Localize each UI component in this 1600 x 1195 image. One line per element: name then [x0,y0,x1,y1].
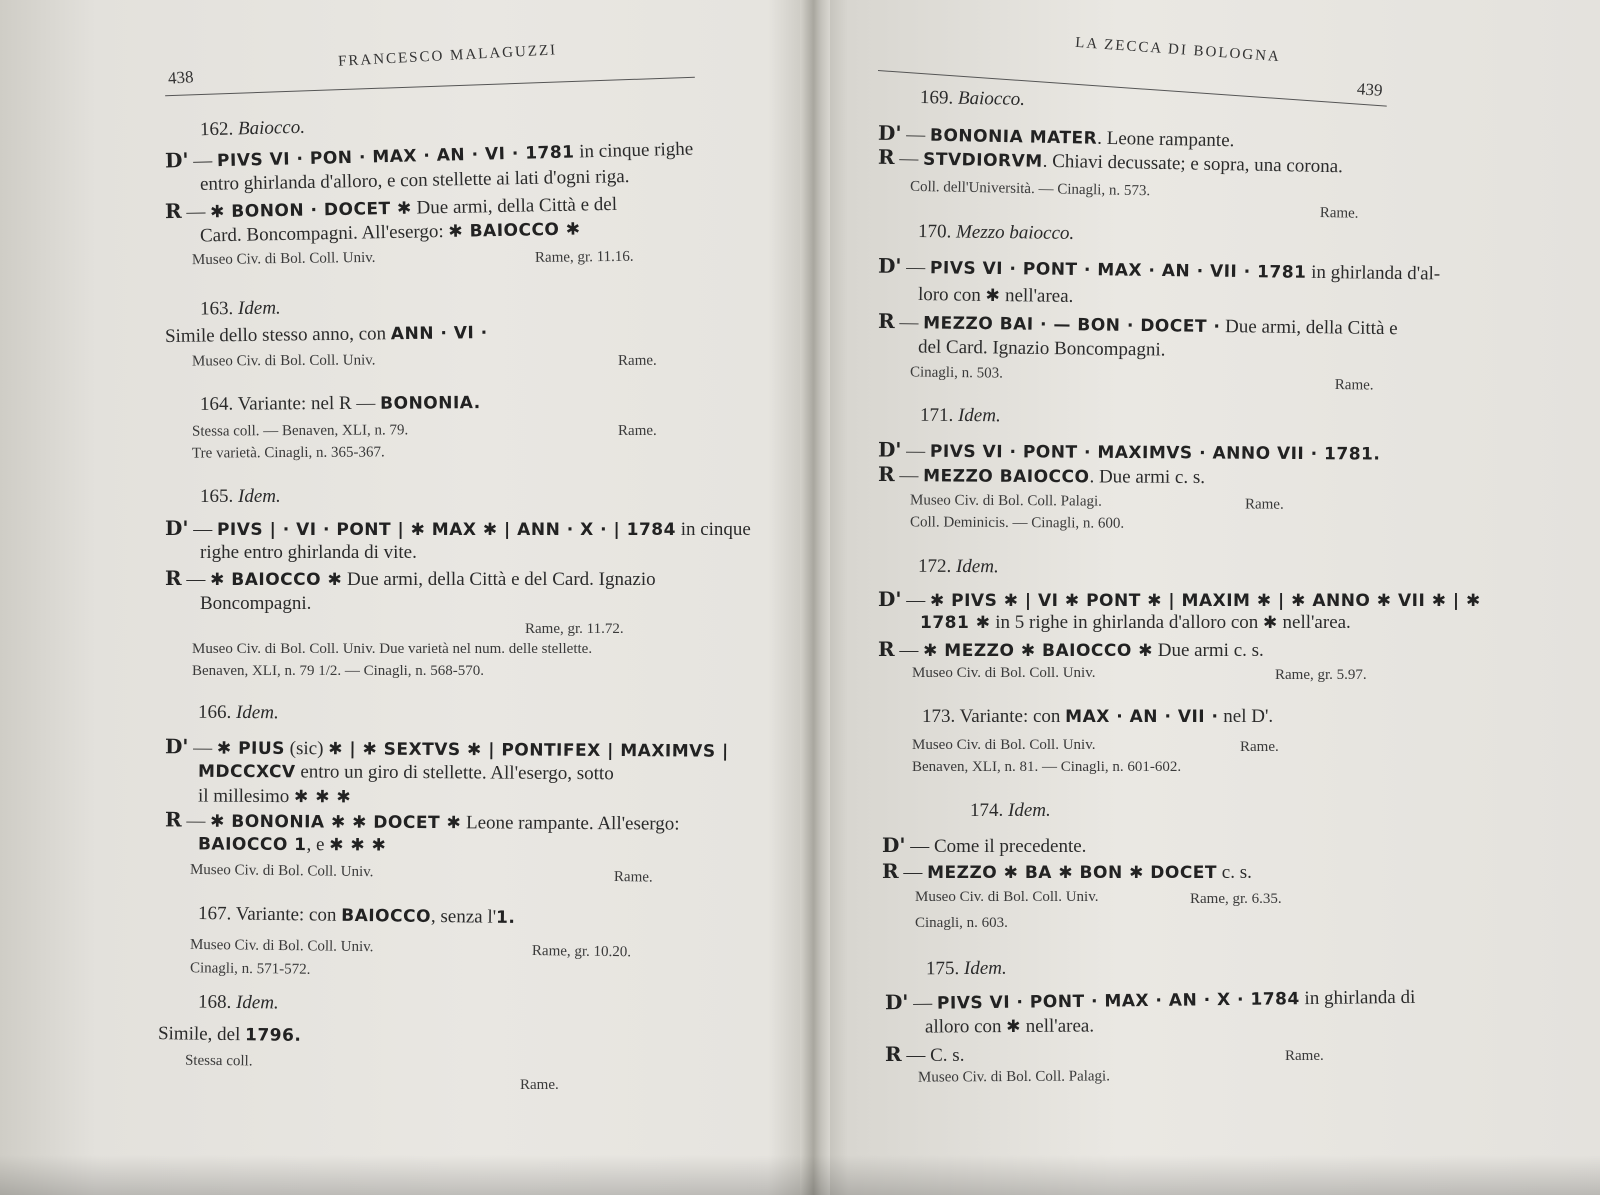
text-line [191,419,657,442]
text-line [878,255,1440,286]
line-text: 166. [197,701,237,723]
text-line [200,392,481,416]
metal-weight-note: Rame, gr. 11.72. [525,621,624,637]
side-symbol: D' [878,587,902,611]
line-text: Coll. Deminicis. — Cinagli, n. 600. [909,514,1125,532]
text-line [885,1042,1324,1067]
coin-legend: BAIOCCO 1 [197,834,307,856]
line-text: , e [306,834,330,856]
text-line [918,1065,1110,1088]
entry-title: Idem. [235,701,279,724]
coin-legend: ✱ [1263,613,1278,633]
text-line [878,438,1380,465]
coin-legend: ✱ MEZZO ✱ BAIOCCO ✱ [923,641,1153,661]
side-symbol: R [164,807,182,832]
text-line [878,463,1205,489]
line-text: Simile, del [157,1023,246,1046]
line-text: in cinque righe [574,138,694,163]
metal-weight-note: Rame. [520,1077,559,1093]
text-line [192,441,385,464]
line-text: c. s. [1217,862,1252,883]
text-line [970,800,1051,822]
coin-legend: BAIOCCO [341,905,432,927]
text-line [922,706,1273,728]
text-line [910,361,1003,384]
coin-legend: MEZZO BAI · — BON · DOCET · [923,313,1221,338]
text-line [878,638,1264,662]
side-symbol: D' [877,437,902,462]
line-text: 168. [197,991,237,1013]
text-line [192,638,592,660]
text-line [165,735,729,762]
text-line [165,567,656,591]
line-text: del Card. Ignazio Boncompagni. [917,336,1166,361]
text-line [200,219,581,248]
line-text: loro con [917,284,986,306]
coin-legend: PIVS | · VI · PONT | ✱ MAX ✱ | ANN · X · | 1784 [216,520,676,540]
text-line [190,957,311,980]
line-text: — [181,810,211,832]
line-text: Museo Civ. di Bol. Coll. Univ. [191,352,376,370]
side-symbol: R [877,462,895,487]
side-symbol: D' [877,120,902,146]
line-text: Tre varietà. Cinagli, n. 365-367. [191,444,385,462]
line-text: entro ghirlanda d'alloro, e con stellette ai lati d'ogni riga. [199,166,630,195]
coin-legend: 1796. [244,1025,302,1046]
line-text: Museo Civ. di Bol. Coll. Palagi. [917,1068,1111,1086]
line-text: 173. Variante: con [922,706,1066,727]
metal-weight-note: Rame. [1240,739,1279,755]
side-symbol: D' [882,833,906,857]
line-text: — [188,737,218,759]
line-text: Boncompagni. [200,593,312,614]
text-line [198,786,351,809]
text-line [910,511,1124,534]
coin-legend: ✱ ✱ ✱ [329,835,387,856]
text-line [912,662,1367,684]
line-text: in ghirlanda d'al- [1306,261,1441,285]
coin-legend: MDCCXCV [197,761,296,783]
side-symbol: D' [164,147,189,173]
line-text: 165. [200,486,238,507]
line-text: Cinagli, n. 503. [909,364,1004,382]
text-line [189,859,653,886]
line-text: — [188,150,218,172]
side-symbol: D' [884,989,909,1015]
coin-legend: BONONIA. [380,393,481,414]
line-text: — [181,201,211,223]
coin-legend: 1. [495,907,516,928]
text-line [165,322,488,348]
coin-legend: BONONIA MATER [929,125,1098,149]
text-line [918,336,1166,361]
line-text: 169. [919,87,959,109]
line-text: — C. s. [901,1045,965,1066]
side-symbol: R [877,144,895,170]
entry-title: Idem. [238,486,281,507]
text-line [198,833,386,856]
line-text: . Due armi c. s. [1089,466,1206,488]
line-text: il millesimo [197,785,295,808]
metal-weight-note: Rame, gr. 10.20. [531,943,632,961]
coin-legend: ✱ BONON · DOCET ✱ [209,198,413,223]
line-text: Card. Boncompagni. All'esergo: [199,220,449,247]
text-line [920,612,1351,634]
line-text: — [908,992,938,1014]
text-line [885,985,1416,1015]
text-line [200,486,281,508]
side-symbol: R [164,198,182,224]
header-rule [165,77,695,96]
line-text: 170. [917,221,957,243]
line-text: — Come il precedente. [905,836,1087,857]
line-text: Due armi, della Città e del Card. Ignazio [342,569,656,590]
metal-weight-note: Rame. [617,422,657,440]
line-text: in cinque [675,519,751,540]
text-line [878,588,1481,612]
coin-legend: ✱ BAIOCCO ✱ [210,570,343,590]
text-line [198,702,279,724]
text-line [189,934,632,961]
line-text: 162. [199,118,239,141]
text-line [200,298,281,321]
metal-weight-note: Rame. [1244,496,1284,513]
text-line [910,176,1151,202]
line-text: — [898,862,928,883]
line-text: Cinagli, n. 603. [915,915,1008,931]
line-text: 164. Variante: nel R — [199,392,381,415]
coin-legend: ✱ BAIOCCO ✱ [448,219,581,242]
line-text: Benaven, XLI, n. 79 1/2. — Cinagli, n. 568-570. [192,663,485,679]
line-text: , senza l' [430,905,497,928]
entry-title: Baiocco. [237,116,306,140]
entry-title: Baiocco. [957,87,1026,110]
running-head: LA ZECCA DI BOLOGNA [1074,34,1282,66]
line-text: 172. [917,555,957,577]
metal-weight-note: Rame. [1334,376,1374,394]
coin-legend: ✱ | ✱ SEXTVS ✱ | PONTIFEX | MAXIMVS | [328,739,729,762]
line-text: — [901,590,930,611]
side-symbol: D' [877,253,902,278]
line-text: Benaven, XLI, n. 81. — Cinagli, n. 601-602. [912,759,1182,775]
line-text: — [901,124,931,146]
line-text: . Chiavi decussate; e sopra, una corona. [1042,150,1344,178]
entry-title: Idem. [237,297,281,320]
text-line [920,87,1025,111]
line-text: in ghirlanda di [1299,986,1416,1010]
line-text: nell'area. [1020,1015,1095,1037]
line-text: 167. Variante: con [197,903,342,926]
text-line [191,247,634,271]
coin-legend: MAX · AN · VII · [1065,707,1219,727]
line-text: Due armi c. s. [1152,640,1264,661]
side-symbol: R [878,637,895,661]
text-line [912,734,1279,756]
entry-title: Idem. [957,404,1001,427]
line-text: righe entro ghirlanda di vite. [200,542,417,563]
line-text: Museo Civ. di Bol. Coll. Univ. [912,665,1096,681]
coin-legend: MEZZO BAIOCCO [923,466,1090,488]
side-symbol: R [877,308,895,334]
metal-weight-note: Rame, gr. 5.97. [1275,667,1367,683]
book-gutter [800,0,830,1195]
metal-weight-note: Rame, gr. 11.16. [534,248,634,266]
coin-legend: ✱ ✱ ✱ [294,787,352,808]
text-line [878,310,1398,340]
line-text: — [894,465,924,487]
text-line [198,761,614,786]
line-text: Museo Civ. di Bol. Coll. Univ. Due varietà nel num. delle stellette. [192,641,593,657]
coin-legend: MEZZO ✱ BA ✱ BON ✱ DOCET [927,863,1218,883]
line-text: (sic) [284,738,329,760]
entry-title: Idem. [963,957,1007,980]
side-symbol: R [165,566,182,590]
text-line [918,284,1074,308]
metal-weight-note: Rame, gr. 6.35. [1190,891,1282,907]
coin-legend: ANN · VI · [390,323,488,345]
line-text: Museo Civ. di Bol. Coll. Univ. [189,861,374,881]
line-text: Due armi, della Città e [1220,316,1398,340]
line-text: Simile dello stesso anno, con [164,323,391,347]
line-text: — [188,519,217,540]
text-line [198,992,279,1015]
text-line [909,489,1284,513]
line-text: in 5 righe in ghirlanda d'alloro con [990,612,1264,633]
line-text: entro un giro di stellette. All'esergo, sotto [295,761,614,785]
line-text: . Leone rampante. [1097,127,1235,152]
text-line [915,912,1008,934]
line-text: 174. [970,800,1008,821]
metal-weight-note: Rame. [617,352,657,369]
page-number: 438 [167,67,195,88]
entry-title: Idem. [955,555,999,578]
line-text: Museo Civ. di Bol. Coll. Univ. [912,737,1096,753]
line-text: 163. [199,298,239,320]
line-text: Leone rampante. All'esergo: [461,812,680,835]
line-text: nel D'. [1218,706,1274,727]
line-text: 175. [925,958,965,980]
text-line [165,808,680,835]
entry-title: Idem. [1008,800,1051,821]
text-line [185,1050,253,1073]
coin-legend: ✱ PIUS [216,738,286,760]
side-symbol: D' [165,516,189,540]
text-line [925,1015,1094,1038]
text-line [200,593,311,615]
line-text: — [894,312,924,334]
text-line [165,517,751,541]
coin-legend: PIVS VI · PONT · MAXIMVS · ANNO VII · 1781. [929,441,1381,465]
line-text: Due armi, della Città e del [411,193,618,219]
text-line [192,660,484,682]
line-text: Museo Civ. di Bol. Coll. Univ. [189,936,374,956]
line-text: — [901,256,931,279]
text-line [915,886,1282,908]
coin-legend: 1781 ✱ [920,613,991,633]
line-text: — [894,640,924,661]
text-line [158,1023,302,1047]
line-text: Coll. dell'Università. — Cinagli, n. 573. [909,178,1151,200]
entry-title: Mezzo baiocco. [955,221,1075,244]
text-line [191,349,657,372]
text-line [926,958,1007,980]
text-line [198,903,516,929]
coin-legend: STVDIORVM [922,149,1043,172]
line-text: alloro con [924,1016,1007,1038]
coin-legend: ✱ [1006,1016,1022,1038]
line-text: 171. [919,404,959,426]
line-text: — [894,148,924,170]
page-number: 439 [1356,79,1384,100]
text-line [200,542,417,564]
line-text: Museo Civ. di Bol. Coll. Univ. [915,889,1099,905]
text-line [920,405,1001,427]
coin-legend: PIVS VI · PONT · MAX · AN · X · 1784 [936,989,1300,1014]
line-text: Cinagli, n. 571-572. [189,960,311,978]
coin-legend: ✱ PIVS ✱ | VI ✱ PONT ✱ | MAXIM ✱ | ✱ ANNO ✱ VII ✱ | ✱ [929,591,1481,611]
right-page [830,0,1600,1195]
text-line [912,756,1181,778]
side-symbol: D' [164,734,189,759]
coin-legend: PIVS VI · PON · MAX · AN · VI · 1781 [216,142,575,172]
text-line [918,221,1074,245]
coin-legend: PIVS VI · PONT · MAX · AN · VII · 1781 [929,258,1307,283]
side-symbol: R [885,1042,902,1066]
coin-legend: ✱ BONONIA ✱ ✱ DOCET ✱ [210,811,462,834]
line-text: Stessa coll. — Benaven, XLI, n. 79. [191,422,409,440]
line-text: Museo Civ. di Bol. Coll. Univ. [191,249,376,269]
text-line [200,117,306,142]
line-text: nell'area. [1000,285,1074,307]
text-line [882,834,1086,858]
text-line [918,556,999,578]
metal-weight-note: Rame. [613,869,653,886]
line-text: — [181,569,211,590]
entry-title: Idem. [235,991,279,1014]
text-line [878,146,1343,179]
side-symbol: R [882,859,899,883]
running-head: FRANCESCO MALAGUZZI [337,42,558,70]
metal-weight-note: Rame. [1285,1048,1324,1064]
metal-weight-note: Rame. [1319,204,1359,222]
line-text: nell'area. [1277,612,1351,633]
line-text: — [901,440,931,462]
coin-legend: ✱ [985,285,1001,307]
line-text: Stessa coll. [184,1052,253,1070]
line-text: Museo Civ. di Bol. Coll. Palagi. [909,492,1103,510]
text-line [882,860,1252,884]
